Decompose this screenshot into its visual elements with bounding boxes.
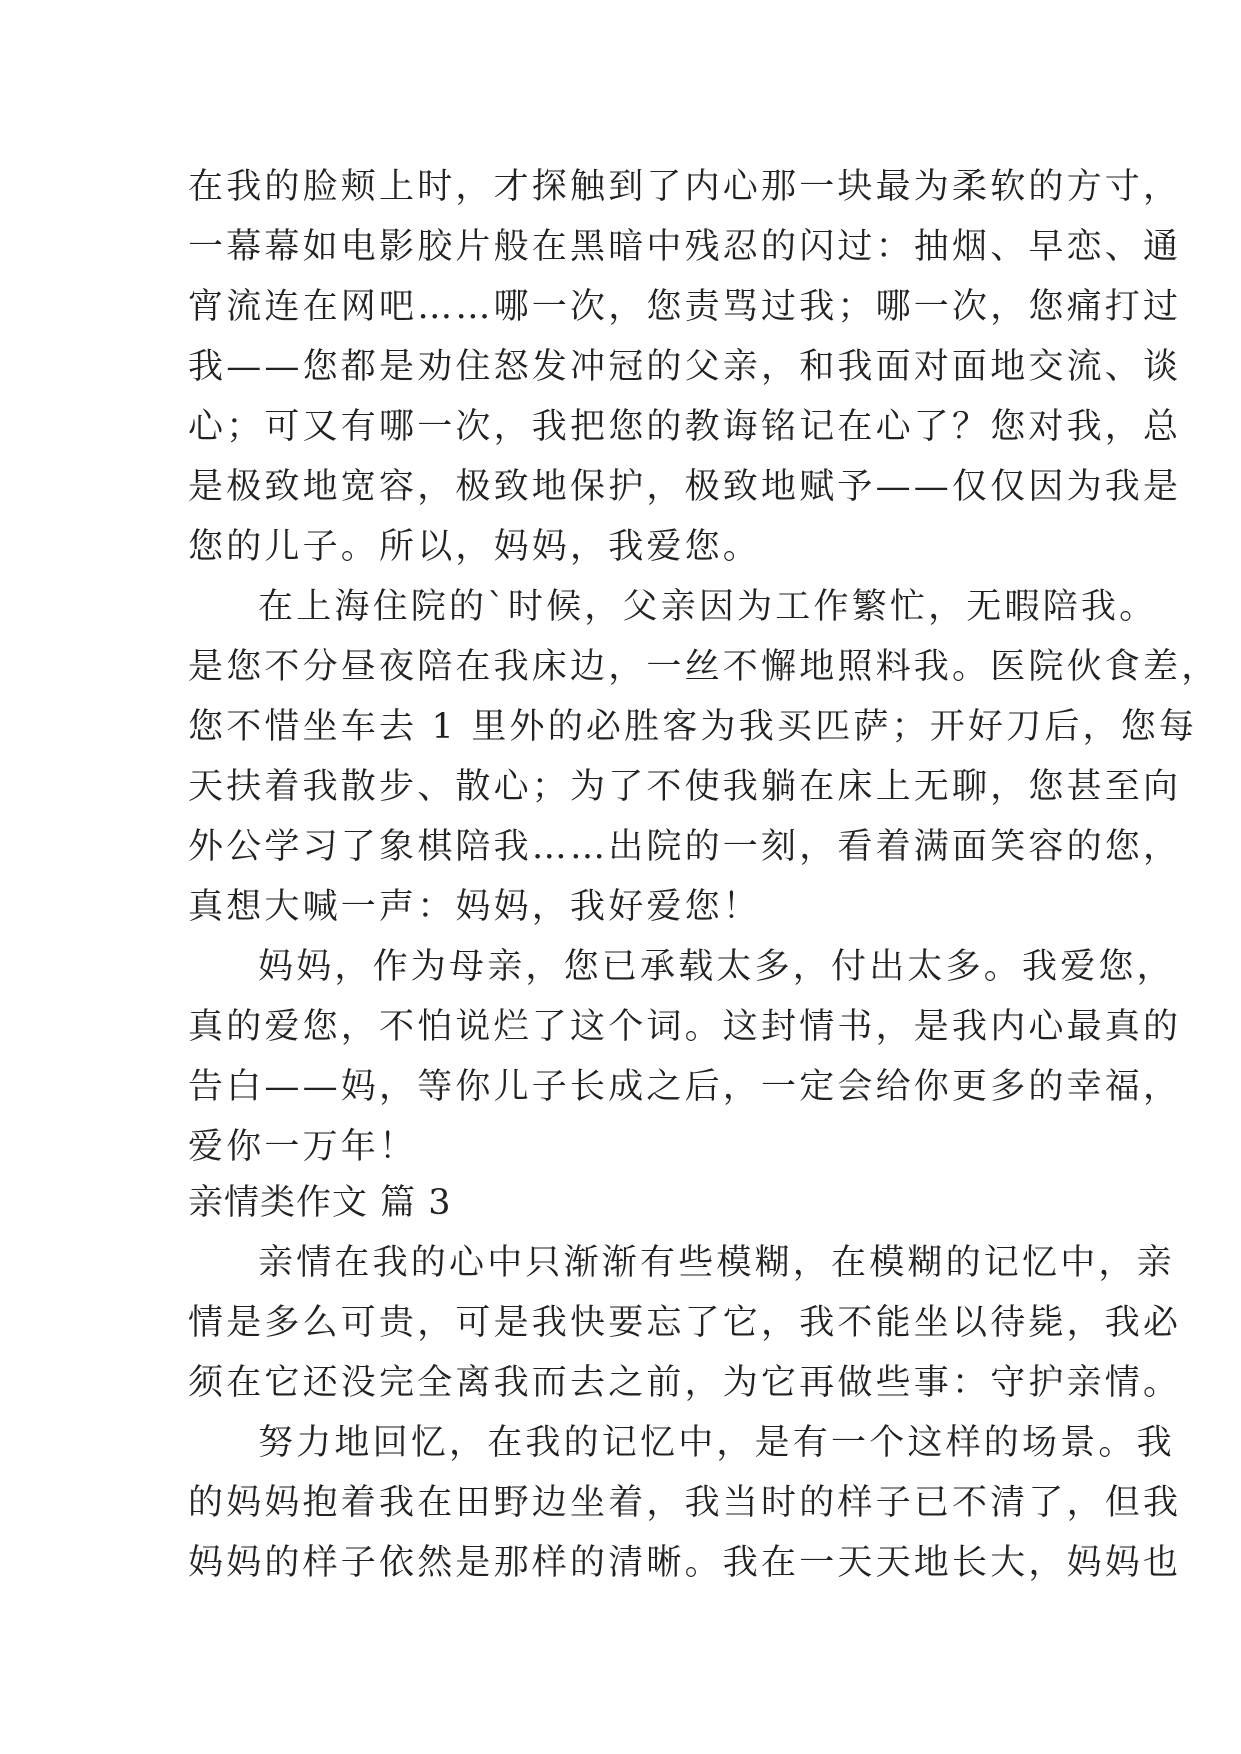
text-line: 天扶着我散步、散心；为了不使我躺在床上无聊，您甚至向 [188, 767, 1182, 807]
paragraph-first-line: 妈妈，作为母亲，您已承载太多，付出太多。我爱您， [258, 947, 1175, 987]
text-line: 真想大喊一声：妈妈，我好爱您！ [188, 887, 762, 927]
text-line: 爱你一万年！ [188, 1127, 418, 1167]
text-line: 的妈妈抱着我在田野边坐着，我当时的样子已不清了，但我 [188, 1483, 1182, 1523]
text-line: 真的爱您，不怕说烂了这个词。这封情书，是我内心最真的 [188, 1007, 1182, 1047]
text-line: 心；可又有哪一次，我把您的教诲铭记在心了？您对我，总 [188, 407, 1182, 447]
section-heading: 亲情类作文 篇 3 [188, 1183, 452, 1223]
text-line: 妈妈的样子依然是那样的清晰。我在一天天地长大，妈妈也 [188, 1543, 1182, 1583]
paragraph-first-line: 努力地回忆，在我的记忆中，是有一个这样的场景。我 [258, 1423, 1175, 1463]
text-line: 在我的脸颊上时，才探触到了内心那一块最为柔软的方寸， [188, 167, 1182, 207]
text-line: 您不惜坐车去 1 里外的必胜客为我买匹萨；开好刀后，您每 [188, 707, 1198, 747]
text-line: 告白——妈，等你儿子长成之后，一定会给你更多的幸福， [188, 1067, 1182, 1107]
text-line: 外公学习了象棋陪我……出院的一刻，看着满面笑容的您， [188, 827, 1182, 867]
text-line: 一幕幕如电影胶片般在黑暗中残忍的闪过：抽烟、早恋、通 [188, 227, 1182, 267]
text-line: 我——您都是劝住怒发冲冠的父亲，和我面对面地交流、谈 [188, 347, 1182, 387]
text-line: 情是多么可贵，可是我快要忘了它，我不能坐以待毙，我必 [188, 1303, 1182, 1343]
paragraph-first-line: 在上海住院的`时候，父亲因为工作繁忙，无暇陪我。 [258, 587, 1158, 627]
text-line: 宵流连在网吧……哪一次，您责骂过我；哪一次，您痛打过 [188, 287, 1182, 327]
text-line: 须在它还没完全离我而去之前，为它再做些事：守护亲情。 [188, 1363, 1182, 1403]
text-line: 您的儿子。所以，妈妈，我爱您。 [188, 527, 762, 567]
paragraph-first-line: 亲情在我的心中只渐渐有些模糊，在模糊的记忆中，亲 [258, 1243, 1175, 1283]
text-line: 是极致地宽容，极致地保护，极致地赋予——仅仅因为我是 [188, 467, 1182, 507]
text-line: 是您不分昼夜陪在我床边，一丝不懈地照料我。医院伙食差， [188, 647, 1220, 687]
